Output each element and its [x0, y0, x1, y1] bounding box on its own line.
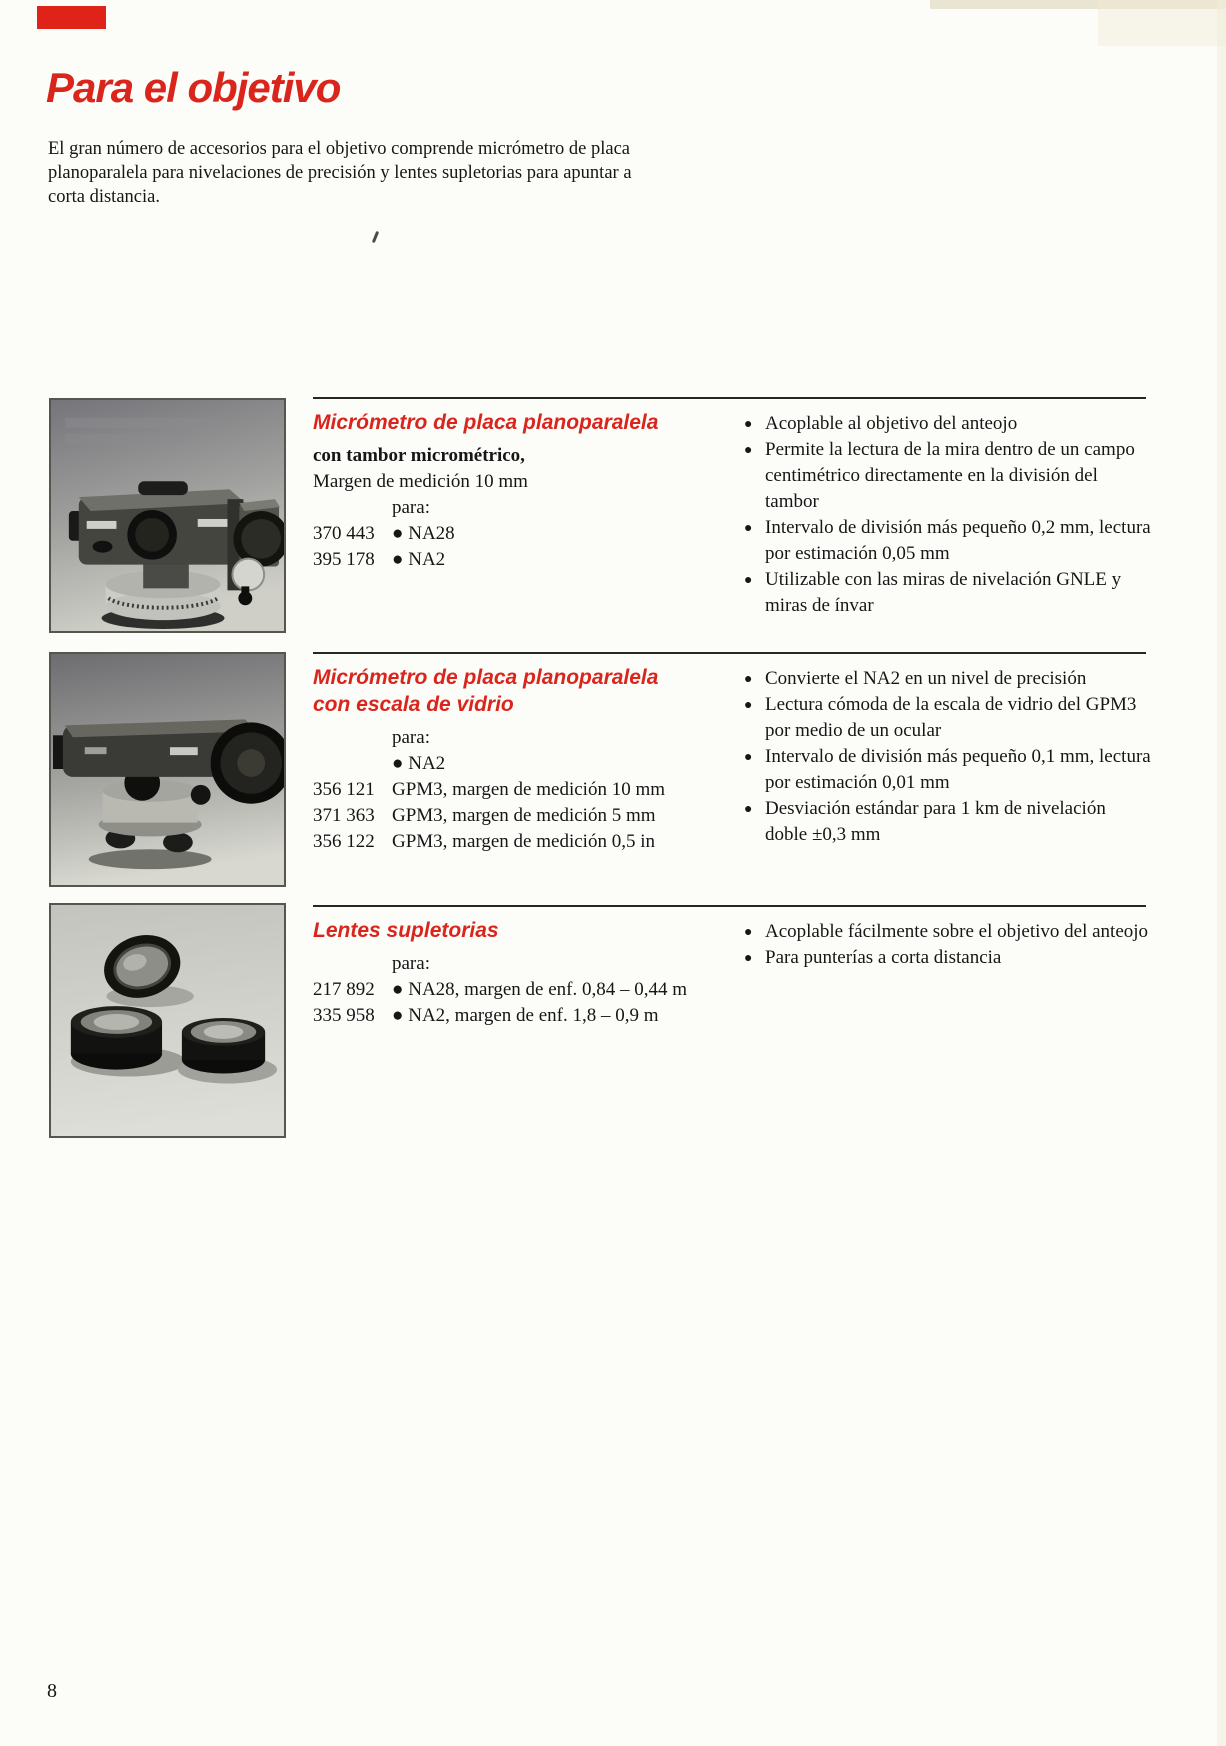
order-code: 335 958	[313, 1005, 375, 1026]
order-row	[313, 951, 745, 977]
intro-line: El gran número de accesorios para el objetivo comprende micrómetro de placa	[48, 139, 630, 159]
product-heading-line: Lentes supletorias	[313, 919, 499, 942]
order-code	[313, 495, 392, 521]
order-label: GPM3, margen de medición 10 mm	[392, 779, 666, 800]
product-subtitle: Margen de medición 10 mm	[313, 471, 528, 492]
feature-list-lenses	[744, 919, 1151, 971]
lenses-photo-illustration	[51, 905, 284, 1136]
feature-item: ● Permite la lectura de la mira dentro de un campo centimétrico directamente en la división del tambor	[744, 437, 1151, 515]
order-label: GPM3, margen de medición 0,5 in	[392, 831, 655, 852]
product-subtitle-bold: con tambor micrométrico,	[313, 445, 525, 466]
feature-item: ● Para punterías a corta distancia	[744, 945, 1151, 971]
section-divider-rule	[313, 905, 1146, 907]
order-code	[313, 751, 392, 777]
order-row	[313, 751, 745, 777]
feature-item: ● Acoplable fácilmente sobre el objetivo del anteojo	[744, 919, 1151, 945]
scan-artifact	[372, 231, 379, 243]
feature-item: ● Acoplable al objetivo del anteojo	[744, 411, 1151, 437]
order-row	[313, 803, 745, 829]
level-na2-photo-illustration	[51, 654, 284, 885]
order-code	[313, 725, 392, 751]
order-label: GPM3, margen de medición 5 mm	[392, 805, 656, 826]
order-label: para:	[392, 953, 430, 974]
order-label: para:	[392, 497, 430, 518]
order-label: para:	[392, 727, 430, 748]
order-code	[313, 951, 392, 977]
product-heading-line: con escala de vidrio	[313, 693, 514, 716]
section-divider-rule	[313, 652, 1146, 654]
feature-item: ● Intervalo de división más pequeño 0,1 mm, lectura por estimación 0,01 mm	[744, 744, 1151, 796]
photo-level-na2-gpm3	[49, 652, 286, 887]
scan-artifact	[1217, 0, 1226, 1746]
page-title: Para el objetivo	[46, 64, 341, 111]
intro-paragraph	[48, 137, 688, 209]
feature-item: ● Intervalo de división más pequeño 0,2 mm, lectura por estimación 0,05 mm	[744, 515, 1151, 567]
page-number: 8	[47, 1680, 57, 1702]
feature-item: ● Utilizable con las miras de nivelación GNLE y miras de ínvar	[744, 567, 1151, 619]
product-heading	[313, 664, 745, 718]
order-code: 395 178	[313, 549, 375, 570]
order-code: 217 892	[313, 979, 375, 1000]
order-label: ● NA2, margen de enf. 1,8 – 0,9 m	[392, 1005, 659, 1026]
level-na28-photo-illustration	[51, 400, 284, 631]
product-heading-line: Micrómetro de placa planoparalela	[313, 666, 659, 689]
photo-level-with-micrometer	[49, 398, 286, 633]
product-info-micrometer-glass	[313, 664, 745, 855]
feature-item: ● Convierte el NA2 en un nivel de precisión	[744, 666, 1151, 692]
order-row	[313, 829, 745, 855]
order-code: 370 443	[313, 523, 375, 544]
section-divider-rule	[313, 397, 1146, 399]
order-row	[313, 495, 745, 521]
product-info-micrometer-drum	[313, 409, 745, 573]
order-label: ● NA2	[392, 549, 446, 570]
product-heading-line: Micrómetro de placa planoparalela	[313, 411, 659, 434]
product-info-lenses	[313, 917, 745, 1029]
order-row	[313, 725, 745, 751]
intro-line: corta distancia.	[48, 187, 160, 207]
photo-supplementary-lenses	[49, 903, 286, 1138]
feature-list-micrometer-glass	[744, 666, 1151, 848]
feature-item: ● Lectura cómoda de la escala de vidrio del GPM3 por medio de un ocular	[744, 692, 1151, 744]
order-row	[313, 521, 745, 547]
feature-item: ● Desviación estándar para 1 km de nivelación doble ±0,3 mm	[744, 796, 1151, 848]
product-heading	[313, 917, 745, 944]
order-label: ● NA2	[392, 753, 446, 774]
order-label: ● NA28, margen de enf. 0,84 – 0,44 m	[392, 979, 688, 1000]
order-row	[313, 1003, 745, 1029]
order-code: 356 122	[313, 831, 375, 852]
red-index-tab	[37, 6, 106, 29]
intro-line: planoparalela para nivelaciones de precisión y lentes supletorias para apuntar a	[48, 163, 632, 183]
scan-artifact	[1098, 0, 1226, 46]
order-code: 356 121	[313, 779, 375, 800]
order-row	[313, 977, 745, 1003]
order-row	[313, 777, 745, 803]
feature-list-micrometer-drum	[744, 411, 1151, 619]
order-code: 371 363	[313, 805, 375, 826]
product-heading	[313, 409, 745, 436]
order-label: ● NA28	[392, 523, 455, 544]
order-row	[313, 547, 745, 573]
